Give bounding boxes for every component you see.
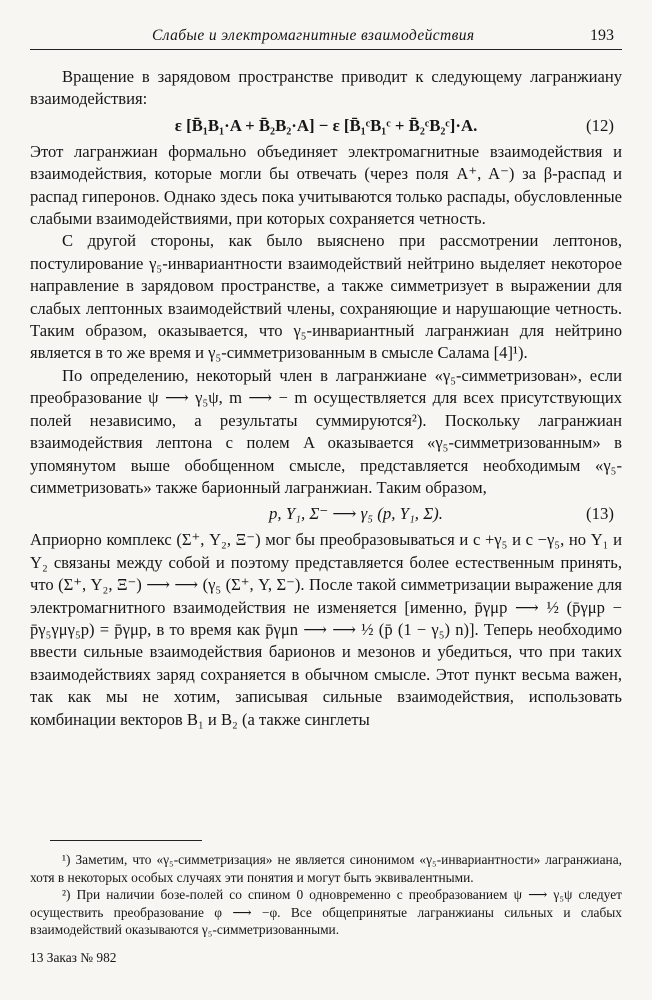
running-title: Слабые и электромагнитные взаимодействия (152, 27, 475, 44)
equation-13 (30, 499, 622, 529)
paragraph-1: Вращение в зарядовом пространстве приводит к следующему лагранжиану взаимодействия: (30, 67, 622, 109)
footnote-2: ²) При наличии бозе-полей со спином 0 одновременно с преобразованием ψ ⟶ γ₅ψ следует осуществить преобразование φ ⟶ −φ. Все общепринятые лагранжианы сильных и слабых взаимодействий оказываются γ₅-симметризованными. (30, 887, 622, 938)
paragraph-4: По определению, некоторый член в лагранжиане «γ₅-симметризован», если преобразование ψ ⟶ γ₅ψ, m ⟶ − m осуществляется для всех присутствующих полей независимо, а результаты суммируются²). Поскольку лагранжиан взаимодействия лептона с полем A оказывается «γ₅-симметризованным» в упомянутом выше обобщенном смысле, представляется необходимым «γ₅-симметризовать» также барионный лагранжиан. Таким образом, (30, 365, 622, 497)
footnotes (30, 840, 622, 939)
paragraph-3: С другой стороны, как было выяснено при рассмотрении лептонов, постулирование γ₅-инвариантности взаимодействий нейтрино выделяет некоторое направление в зарядовом пространстве, а также симметризует в выражении для слабых лептонных взаимодействий члены, сохраняющие и нарушающие четность. Таким образом, оказывается, что γ₅-инвариантный лагранжиан для нейтрино является в то же время и γ₅-симметризованным в смысле Салама [4]¹). (30, 231, 622, 363)
running-header (30, 27, 622, 50)
equation-13-body: p, Y₁, Σ⁻ ⟶ γ₅ (p, Y₁, Σ). (269, 504, 443, 524)
equation-12 (30, 111, 622, 141)
equation-12-body: ε [B̄₁B₁·A + B̄₂B₂·A] − ε [B̄₁ᶜB₁ᶜ + B̄₂ᶜB₂ᶜ]·A. (174, 115, 478, 135)
printer-signature: 13 Заказ № 982 (30, 950, 117, 965)
paragraph-5: Априорно комплекс (Σ⁺, Y₂, Ξ⁻) мог бы преобразовываться и с +γ₅ и с −γ₅, но Y₁ и Y₂ связаны между собой и поэтому представляется более естественным принять, что (Σ⁺, Y₂, Ξ⁻) ⟶ ⟶ (γ₅ (Σ⁺, Y, Σ⁻). После такой симметризации выражение для электромагнитного взаимодействия не изменяется [именно, p̄γμp ⟶ ½ (p̄γμp − p̄γ₅γμγ₅p) = p̄γμp, в то время как p̄γμn ⟶ ⟶ ½ (p̄ (1 − γ₅) n)]. Теперь необходимо ввести сильные взаимодействия барионов и мезонов и убедиться, что при таких взаимодействиях заряд сохраняется в обычном смысле. Этот пункт весьма важен, так как мы не хотим, записывая сильные взаимодействия, использовать комбинации векторов B₁ и B₂ (а также синглеты (30, 530, 622, 729)
footnote-rule (50, 840, 202, 841)
equation-13-number: (13) (586, 504, 614, 524)
paragraph-2: Этот лагранжиан формально объединяет электромагнитные взаимодействия и взаимодействия, которые могли бы отвечать (через поля A⁺, A⁻) за β-распад и распад гиперонов. Однако здесь пока учитываются только распады, обусловленные слабыми взаимодействиями, при которых сохраняется четность. (30, 141, 622, 229)
equation-12-number: (12) (586, 115, 614, 135)
page-number: 193 (590, 27, 614, 44)
footnote-1: ¹) Заметим, что «γ₅-симметризация» не является синонимом «γ₅-инвариантности» лагранжиана, хотя в некоторых особых случаях эти понятия и могут быть эквивалентными. (30, 852, 622, 885)
main-text (30, 66, 622, 731)
